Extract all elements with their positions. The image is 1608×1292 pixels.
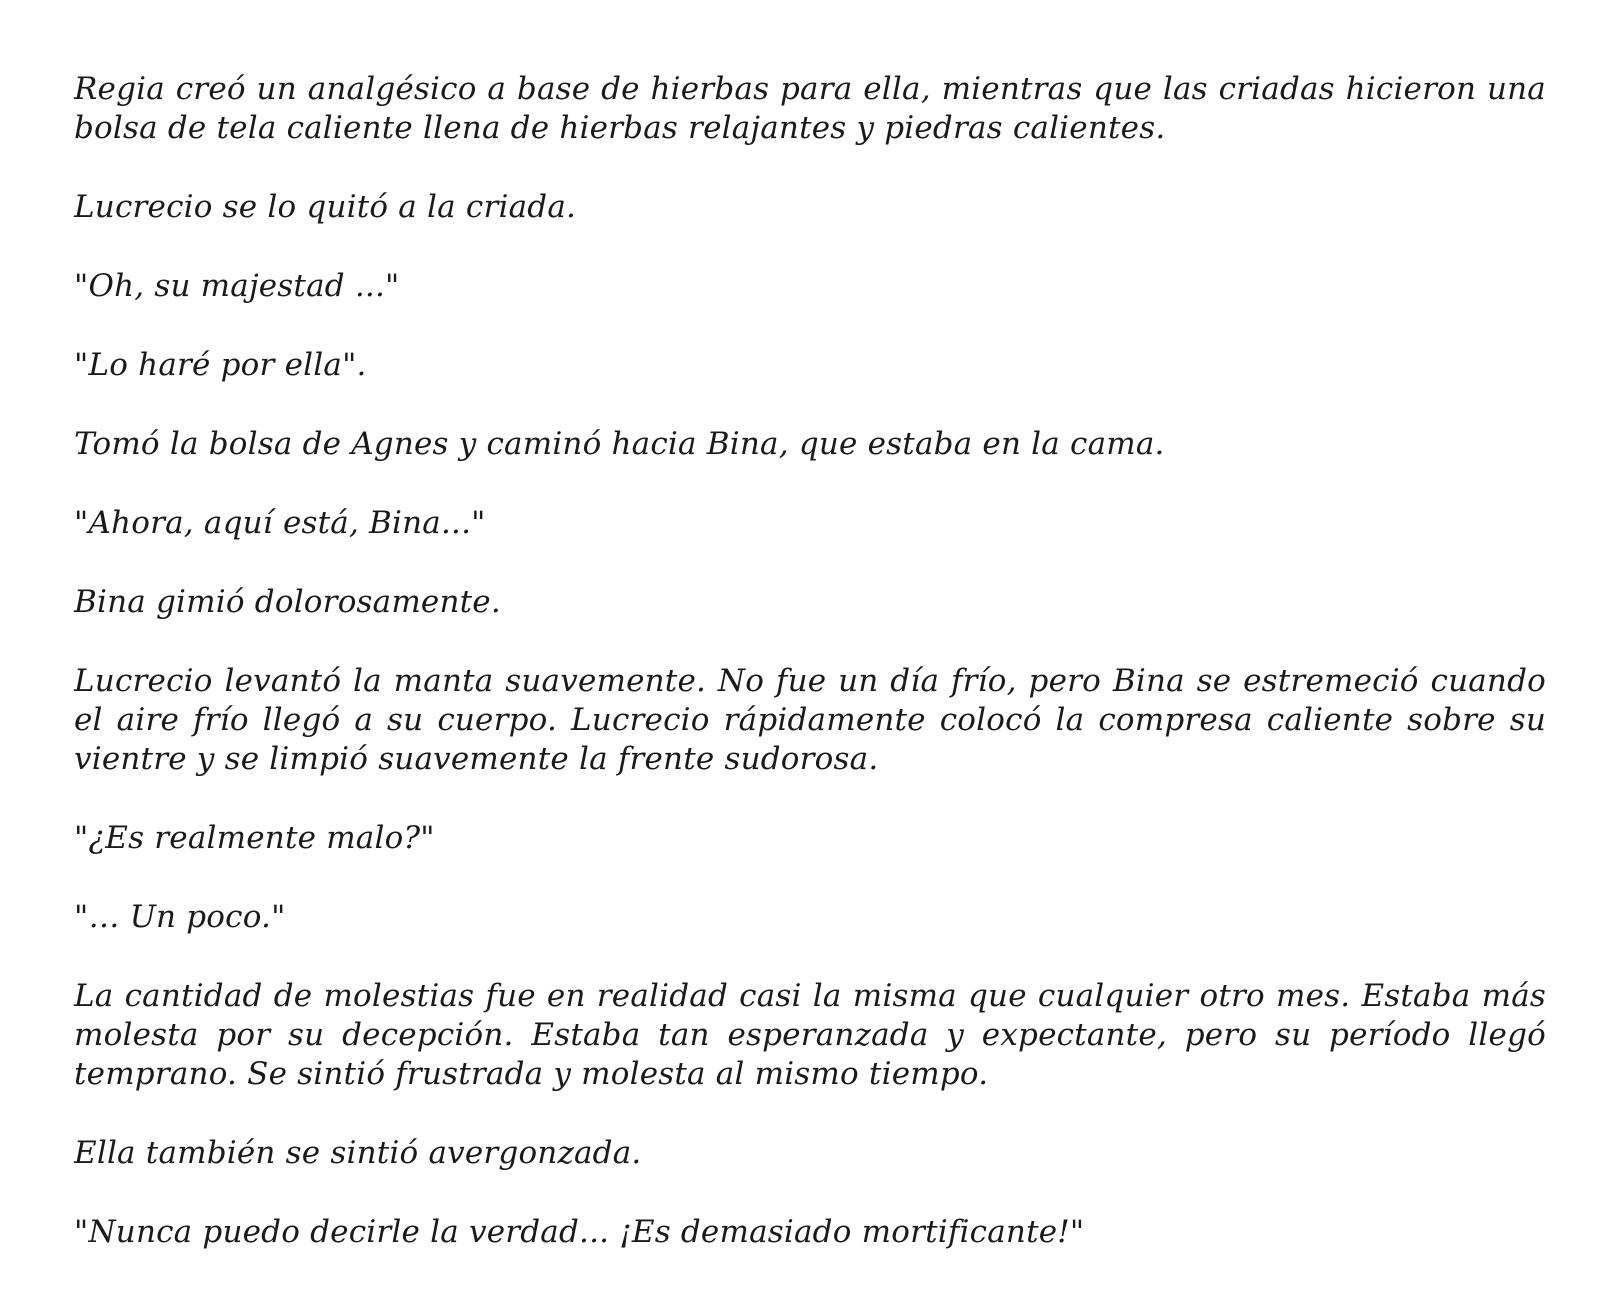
document-page <box>74 70 1546 1292</box>
paragraph: "Ahora, aquí está, Bina..." <box>74 505 486 541</box>
paragraph: Lucrecio levantó la manta suavemente. No fue un día frío, pero Bina se estremeció cuando el aire frío llegó a su cuerpo. Lucrecio rápidamente colocó la compresa caliente sobre su vientre y se limpió suavemente la frente sudorosa. <box>74 663 1546 777</box>
paragraph: Regia creó un analgésico a base de hierbas para ella, mientras que las criadas hicieron una bolsa de tela caliente llena de hierbas relajantes y piedras calientes. <box>74 71 1546 146</box>
paragraph: "Oh, su majestad ..." <box>74 268 400 304</box>
paragraph: Bina gimió dolorosamente. <box>74 584 501 620</box>
paragraph: Tomó la bolsa de Agnes y caminó hacia Bina, que estaba en la cama. <box>74 426 1165 462</box>
paragraph: Ella también se sintió avergonzada. <box>74 1135 642 1171</box>
paragraph: "Lo haré por ella". <box>74 347 367 383</box>
paragraph: Lucrecio se lo quitó a la criada. <box>74 189 577 225</box>
paragraph: "Nunca puedo decirle la verdad... ¡Es demasiado mortificante!" <box>74 1214 1085 1250</box>
paragraph: "¿Es realmente malo?" <box>74 820 435 856</box>
paragraph: La cantidad de molestias fue en realidad casi la misma que cualquier otro mes. Estaba más molesta por su decepción. Estaba tan esperanzada y expectante, pero su período llegó temprano. Se sintió frustrada y molesta al mismo tiempo. <box>74 978 1546 1092</box>
paragraph: "… Un poco." <box>74 899 286 935</box>
